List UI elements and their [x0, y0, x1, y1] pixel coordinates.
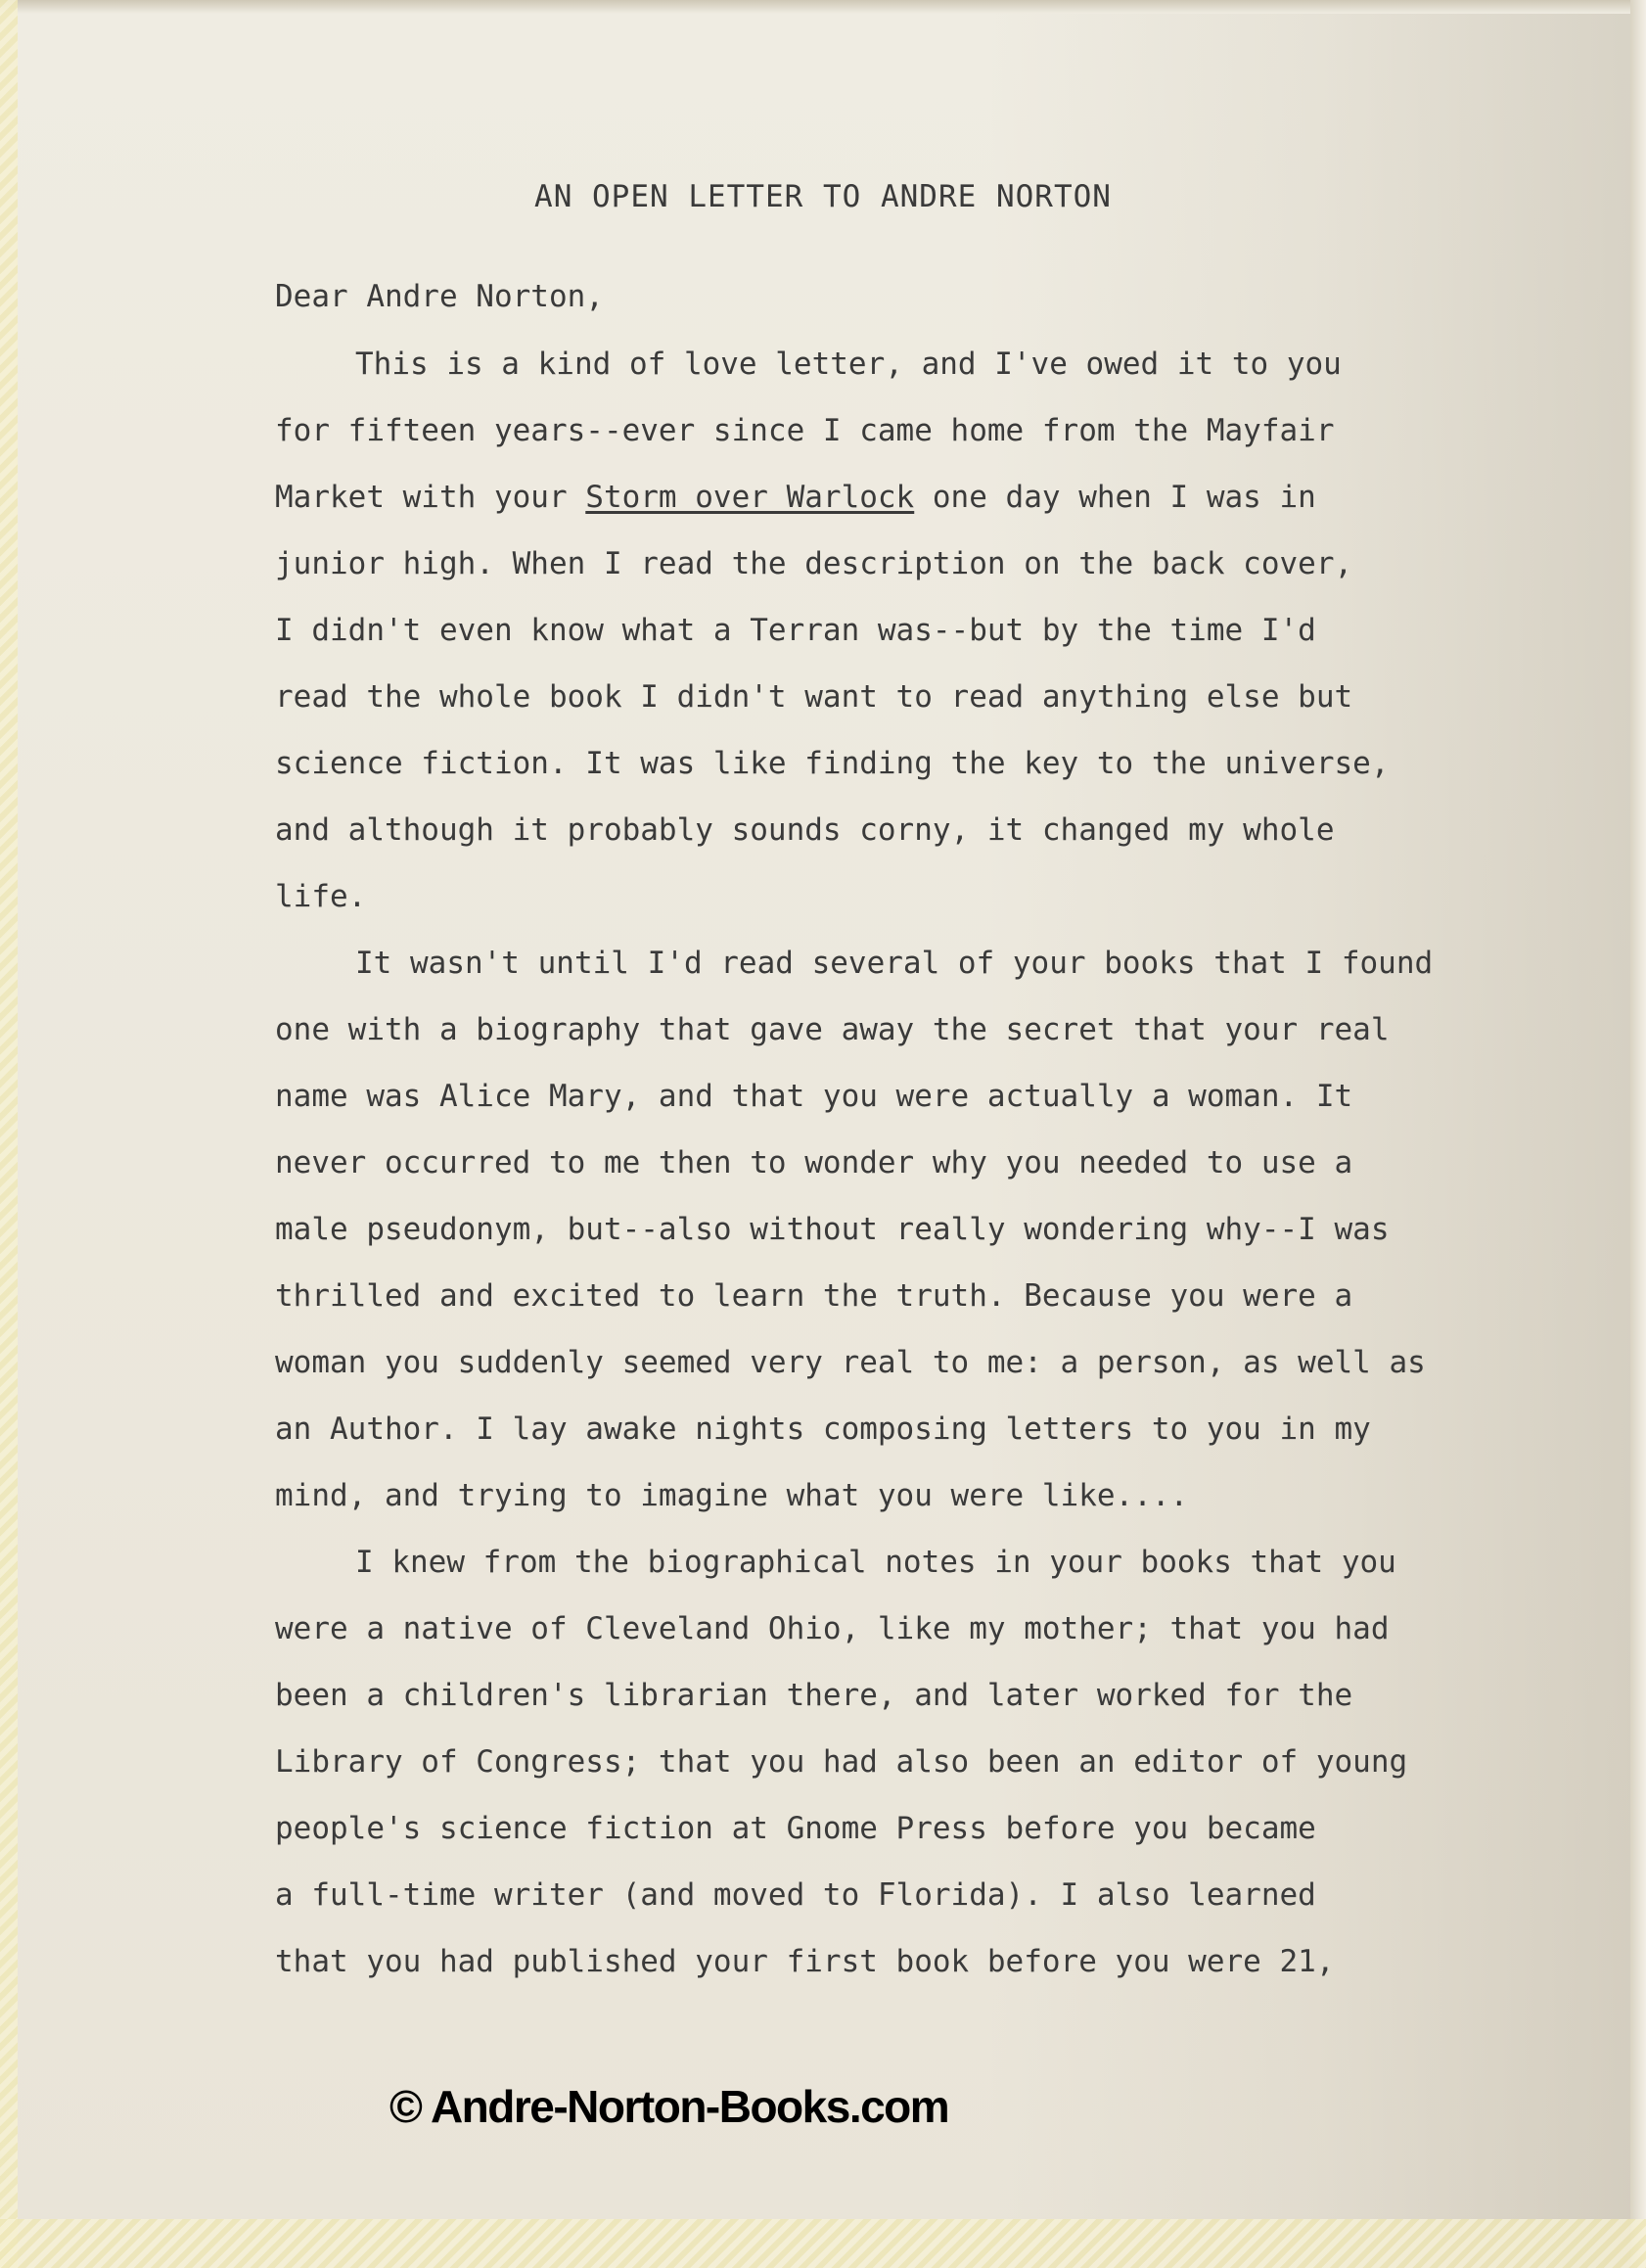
letter-line: I didn't even know what a Terran was--but by the time I'd	[275, 613, 1316, 648]
letter-line: This is a kind of love letter, and I've owed it to you	[355, 347, 1342, 382]
letter-line: and although it probably sounds corny, it changed my whole	[275, 812, 1335, 848]
letter-title: AN OPEN LETTER TO ANDRE NORTON	[534, 179, 1112, 214]
letter-line: people's science fiction at Gnome Press before you became	[275, 1811, 1316, 1846]
letter-line-segment: Market with your	[275, 480, 586, 515]
letter-line: a full-time writer (and moved to Florida). I also learned	[275, 1877, 1316, 1913]
letter-line: Library of Congress; that you had also been an editor of young	[275, 1744, 1408, 1780]
letter-line: junior high. When I read the description on the back cover,	[275, 546, 1353, 581]
letter-line: were a native of Cleveland Ohio, like my mother; that you had	[275, 1611, 1390, 1646]
letter-line: thrilled and excited to learn the truth. Because you were a	[275, 1278, 1353, 1314]
letter-line: read the whole book I didn't want to read anything else but	[275, 679, 1353, 715]
page-bottom-edge	[0, 2219, 1646, 2268]
letter-line: I knew from the biographical notes in your books that you	[355, 1545, 1396, 1580]
salutation: Dear Andre Norton,	[275, 279, 604, 314]
letter-line	[275, 478, 1547, 544]
letter-line: It wasn't until I'd read several of your books that I found	[355, 946, 1434, 981]
letter-line: never occurred to me then to wonder why you needed to use a	[275, 1145, 1353, 1180]
page-right-edge	[1630, 0, 1646, 2268]
letter-line-segment: one day when I was in	[914, 480, 1316, 515]
letter-line: science fiction. It was like finding the key to the universe,	[275, 746, 1390, 781]
page-top-edge	[0, 0, 1646, 14]
letter-line: for fifteen years--ever since I came home from the Mayfair	[275, 413, 1335, 448]
book-title-underlined: Storm over Warlock	[585, 480, 915, 515]
copyright-watermark: © Andre-Norton-Books.com	[389, 2081, 949, 2132]
letter-line: name was Alice Mary, and that you were actually a woman. It	[275, 1079, 1353, 1114]
letter-body	[275, 345, 1547, 2009]
letter-line: that you had published your first book before you were 21,	[275, 1944, 1335, 1979]
letter-line: an Author. I lay awake nights composing letters to you in my	[275, 1412, 1371, 1447]
letter-line: mind, and trying to imagine what you were like....	[275, 1478, 1189, 1513]
letter-line: woman you suddenly seemed very real to me: a person, as well as	[275, 1345, 1426, 1380]
page-left-edge	[0, 0, 18, 2268]
letter-line: life.	[275, 879, 367, 914]
letter-line: been a children's librarian there, and later worked for the	[275, 1678, 1353, 1713]
letter-line: male pseudonym, but--also without really wondering why--I was	[275, 1212, 1390, 1247]
letter-line: one with a biography that gave away the secret that your real	[275, 1012, 1390, 1047]
